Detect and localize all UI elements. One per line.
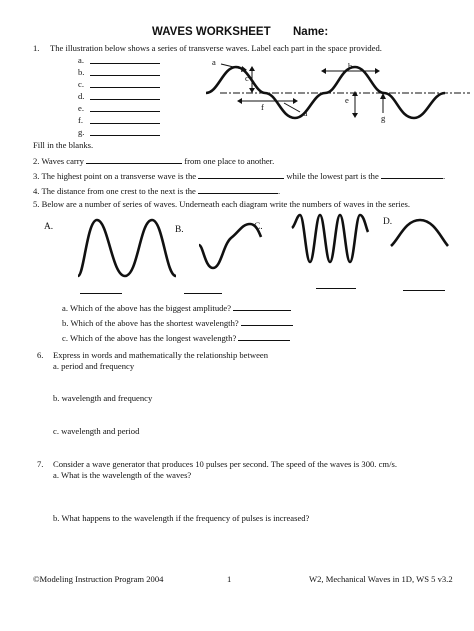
q1-answer-line-d[interactable] — [90, 99, 160, 100]
worksheet-title: WAVES WORKSHEET — [152, 26, 271, 38]
wave-series-b — [199, 224, 261, 268]
q4-text-start: 4. The distance from one crest to the next is the — [33, 186, 196, 196]
series-label-b: B. — [175, 225, 184, 235]
q5b-text: b. Which of the above has the shortest wavelength? — [62, 318, 239, 328]
q4-text-end: . — [278, 186, 281, 196]
series-d-count-line[interactable] — [403, 290, 445, 291]
wave-series-a — [78, 220, 176, 276]
diagram-label-g: g — [381, 113, 386, 123]
q5-prompt: 5. Below are a number of series of waves. Underneath each diagram write the numbers of waves in the series. — [33, 199, 411, 209]
q1-letter-c: c. — [78, 79, 84, 89]
q3-text-middle: while the lowest part is the — [286, 171, 379, 181]
series-c-count-line[interactable] — [316, 288, 356, 289]
q5a-text: a. Which of the above has the biggest amplitude? — [62, 303, 232, 313]
q2-blank[interactable] — [86, 154, 182, 164]
q1-answer-line-g[interactable] — [90, 135, 160, 136]
q2-text-end: from one place to another. — [184, 156, 275, 166]
series-label-c: C. — [254, 222, 263, 232]
q1-number: 1. — [33, 43, 40, 53]
diagram-label-f: f — [261, 102, 264, 112]
transverse-wave-curve — [206, 67, 445, 118]
fill-in-heading: Fill in the blanks. — [33, 140, 94, 150]
q1-answer-line-b[interactable] — [90, 75, 160, 76]
diagram-label-a: a — [212, 57, 216, 67]
q1-letter-a: a. — [78, 55, 84, 65]
wavelength-arrow-f-left — [237, 98, 242, 104]
q3-text-end: . — [442, 171, 446, 181]
q1-letter-d: d. — [78, 91, 85, 101]
series-label-d: D. — [383, 217, 393, 227]
series-a-count-line[interactable] — [80, 293, 122, 294]
wavelength-arrow-b-right — [375, 68, 380, 74]
series-b-count-line[interactable] — [184, 293, 222, 294]
amplitude-arrow-e-bottom — [352, 113, 358, 118]
q2-text-start: 2. Waves carry — [33, 156, 84, 166]
q6a-text: a. period and frequency — [53, 361, 135, 371]
q5a-line — [62, 301, 291, 314]
q1-letter-e: e. — [78, 103, 84, 113]
q7b-text: b. What happens to the wavelength if the frequency of pulses is increased? — [53, 513, 310, 523]
q3-text-start: 3. The highest point on a transverse wave is the — [33, 171, 197, 181]
q5c-blank[interactable] — [238, 331, 290, 341]
q1-letter-f: f. — [78, 115, 84, 125]
series-label-a: A. — [44, 222, 54, 232]
q2-line — [33, 154, 274, 167]
q4-blank[interactable] — [198, 184, 281, 196]
pointer-a-arrowhead — [241, 66, 247, 72]
amplitude-arrow-c-bottom — [249, 88, 255, 93]
q6-prompt: Express in words and mathematically the relationship between — [53, 350, 269, 360]
q1-letter-g: g. — [78, 127, 85, 137]
q6b-text: b. wavelength and frequency — [53, 393, 153, 403]
pointer-g-arrowhead — [380, 93, 386, 99]
q7a-text: a. What is the wavelength of the waves? — [53, 470, 192, 480]
q7-prompt: Consider a wave generator that produces 10 pulses per second. The speed of the waves is 300. cm/s. — [53, 459, 397, 469]
pointer-a — [221, 64, 246, 70]
name-label: Name: — [293, 26, 329, 38]
q1-letter-b: b. — [78, 67, 85, 77]
footer-copyright: ©Modeling Instruction Program 2004 — [33, 574, 164, 584]
q5b-blank[interactable] — [241, 316, 293, 326]
q5b-line — [62, 316, 293, 329]
q3-blank-crest[interactable] — [198, 169, 284, 179]
q3-line — [33, 169, 445, 182]
wave-series-d — [391, 220, 448, 246]
wavelength-arrow-b-left — [321, 68, 326, 74]
q1-answer-line-c[interactable] — [90, 87, 160, 88]
diagram-label-d: d — [303, 108, 308, 118]
q3-blank-trough[interactable] — [381, 169, 446, 181]
diagram-label-b: b — [348, 61, 353, 71]
diagram-label-e: e — [345, 95, 349, 105]
q6c-text: c. wavelength and period — [53, 426, 140, 436]
pointer-d — [284, 103, 300, 112]
q6-number: 6. — [37, 350, 44, 360]
amplitude-arrow-e-top — [352, 91, 358, 96]
q1-answer-line-f[interactable] — [90, 123, 160, 124]
q4-line — [33, 184, 280, 197]
wave-series-c — [292, 215, 368, 262]
diagram-label-c: c — [245, 73, 249, 83]
q1-answer-line-a[interactable] — [90, 63, 160, 64]
q5a-blank[interactable] — [233, 301, 291, 311]
q5c-text: c. Which of the above has the longest wavelength? — [62, 333, 237, 343]
footer-page-number: 1 — [227, 574, 232, 584]
q7-number: 7. — [37, 459, 44, 469]
q5c-line — [62, 331, 290, 344]
footer-document-id: W2, Mechanical Waves in 1D, WS 5 v3.2 — [309, 574, 453, 584]
wavelength-arrow-f-right — [293, 98, 298, 104]
q1-prompt: The illustration below shows a series of transverse waves. Label each part in the space provided. — [50, 43, 382, 53]
q1-answer-line-e[interactable] — [90, 111, 160, 112]
amplitude-arrow-c-top — [249, 66, 255, 71]
